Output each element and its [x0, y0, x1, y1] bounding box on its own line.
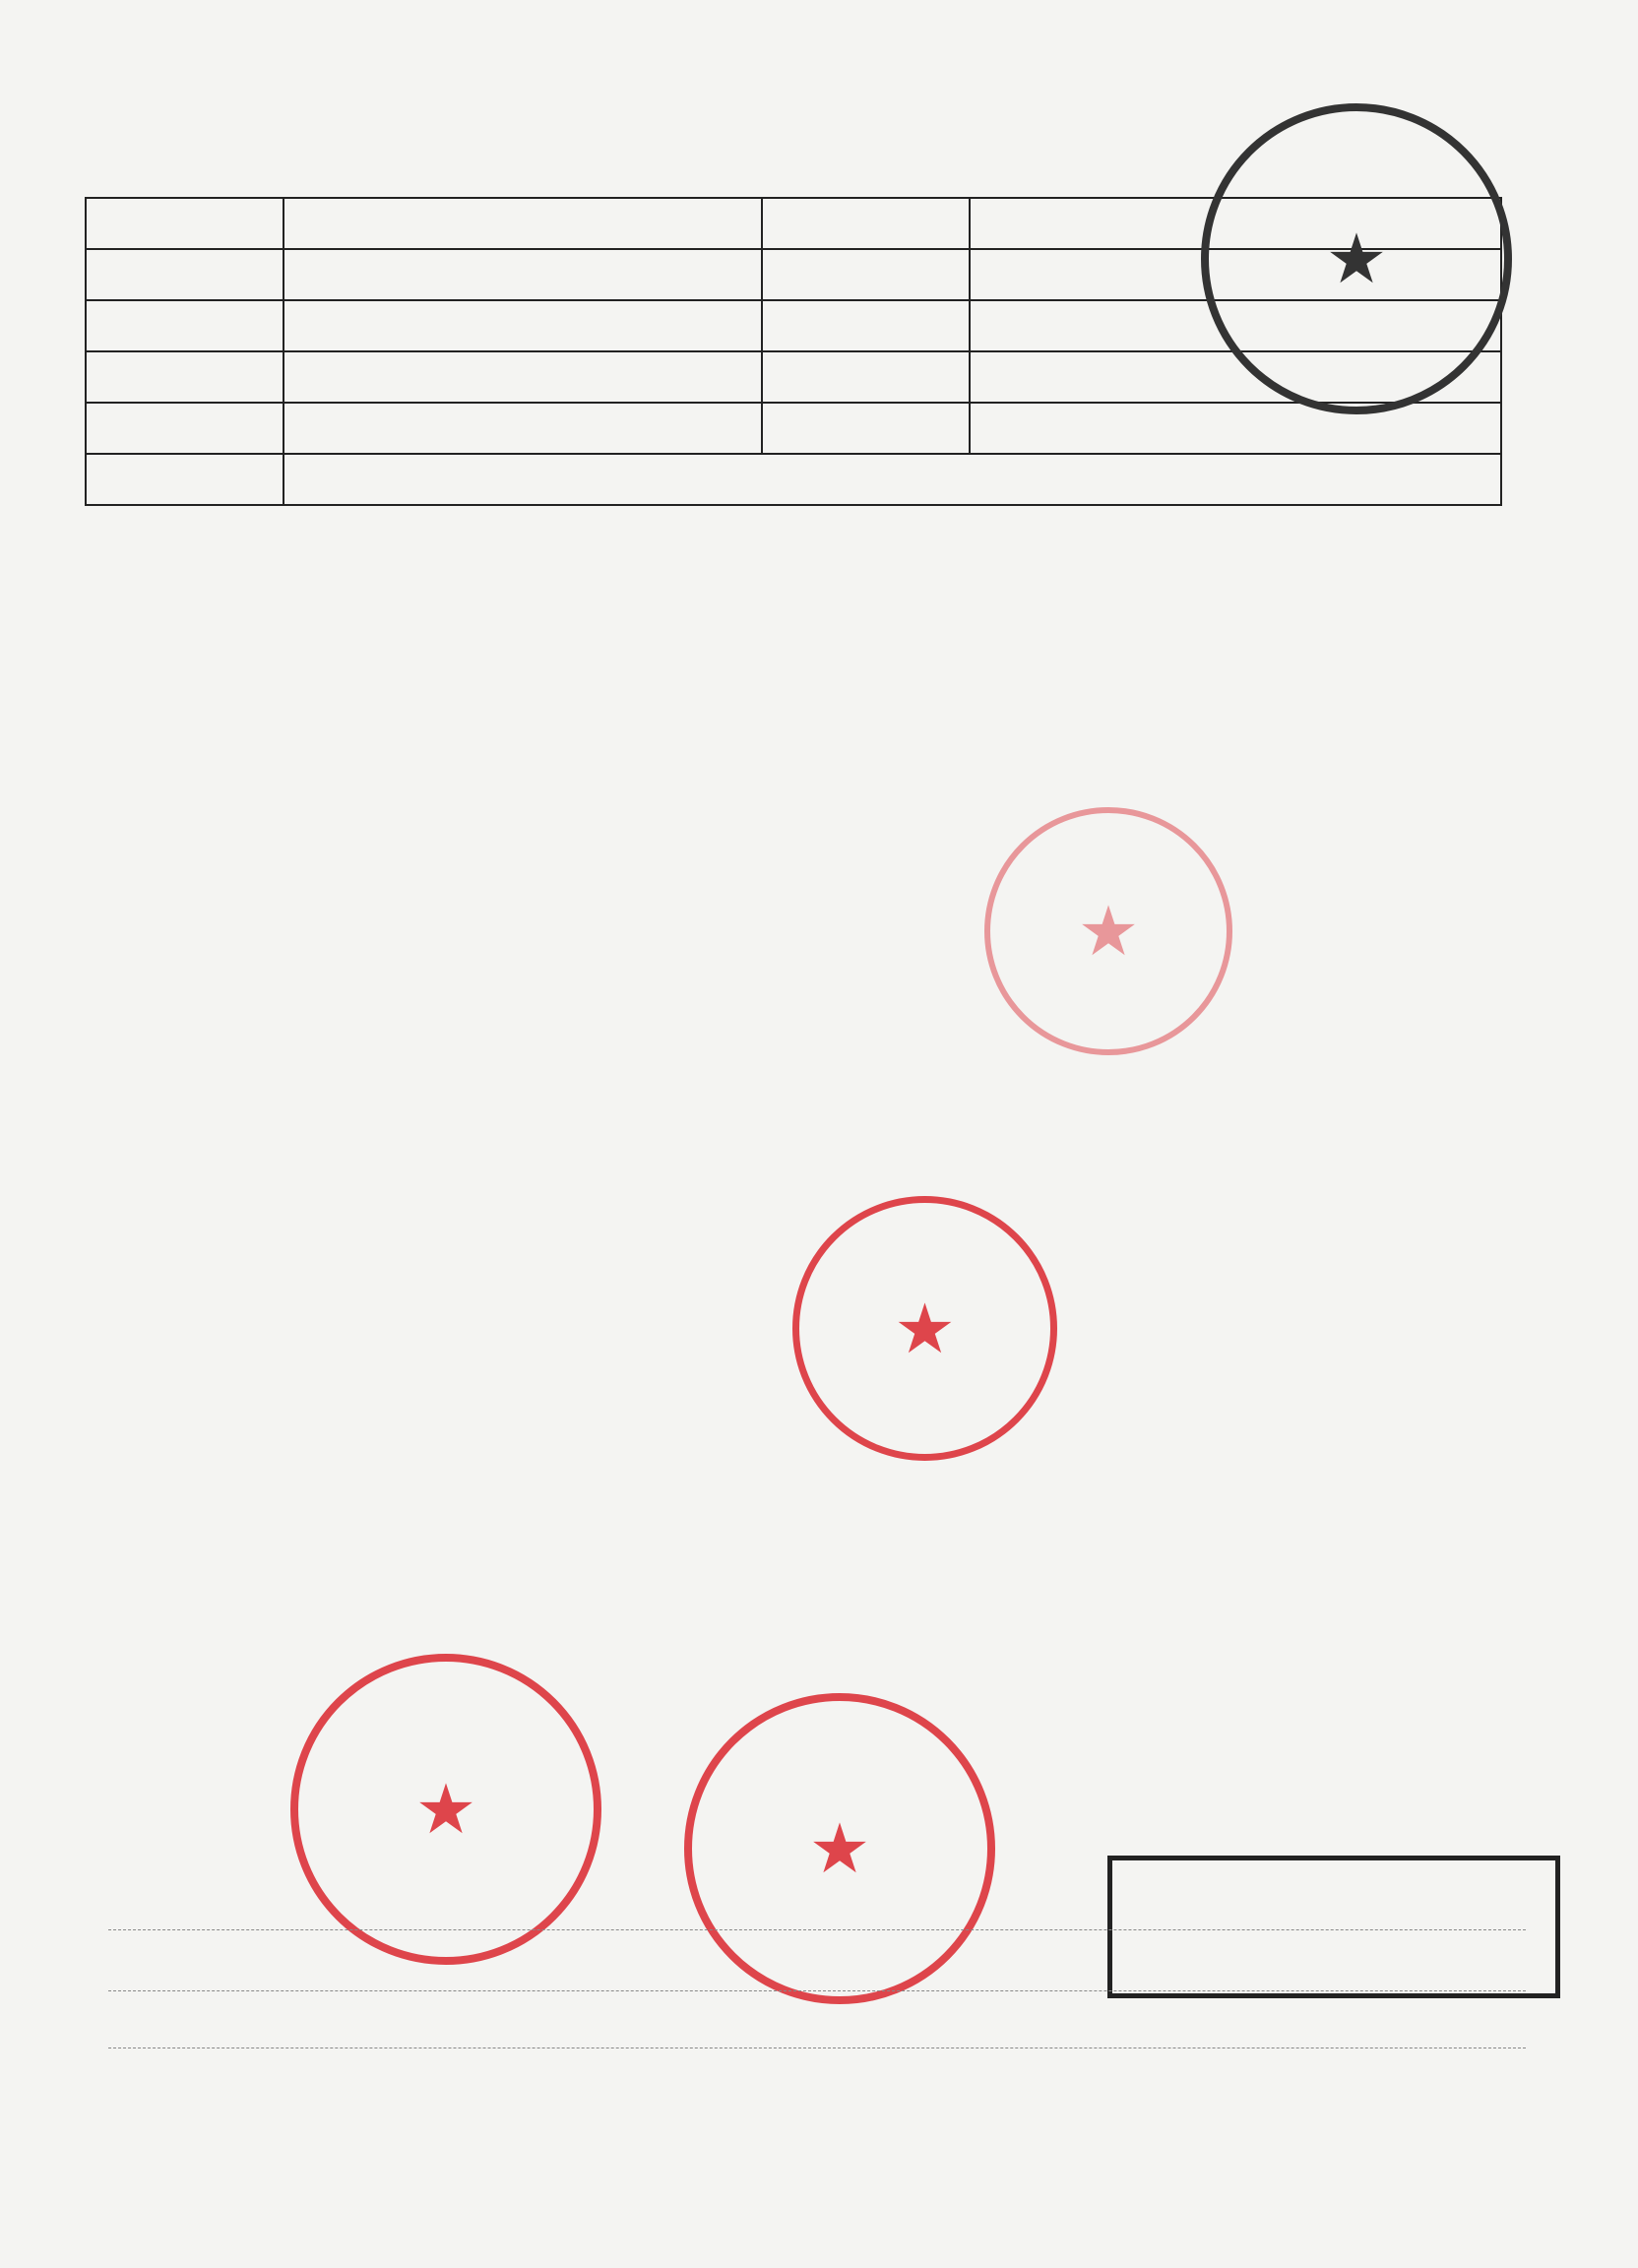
company-seal-1 [290, 1654, 601, 1965]
star-icon: ★ [808, 1808, 871, 1889]
divider [108, 1990, 1526, 1991]
qty-label [86, 351, 284, 403]
pieces-label [762, 351, 970, 403]
basis [284, 454, 1501, 505]
star-icon: ★ [894, 1288, 956, 1369]
star-icon: ★ [414, 1769, 477, 1850]
star-icon: ★ [1077, 891, 1140, 972]
basis-label [86, 454, 284, 505]
star-icon: ★ [1325, 219, 1388, 299]
phone [284, 403, 762, 454]
company-seal-2 [684, 1693, 995, 2004]
qa-release-stamp [1107, 1856, 1560, 1998]
phone-label [86, 403, 284, 454]
divider [108, 1929, 1526, 1930]
report-no [284, 198, 762, 249]
address [970, 403, 1501, 454]
quality-seal [1201, 103, 1512, 414]
faint-seal [984, 807, 1232, 1055]
report-date-label [762, 300, 970, 351]
qty [284, 351, 762, 403]
report-no-label [86, 198, 284, 249]
batch [284, 249, 762, 300]
jiangsu-seal [792, 1196, 1057, 1461]
batch-label [86, 249, 284, 300]
prod-date-label [762, 198, 970, 249]
pack-label [86, 300, 284, 351]
address-label [762, 403, 970, 454]
expiry-label [762, 249, 970, 300]
pack [284, 300, 762, 351]
